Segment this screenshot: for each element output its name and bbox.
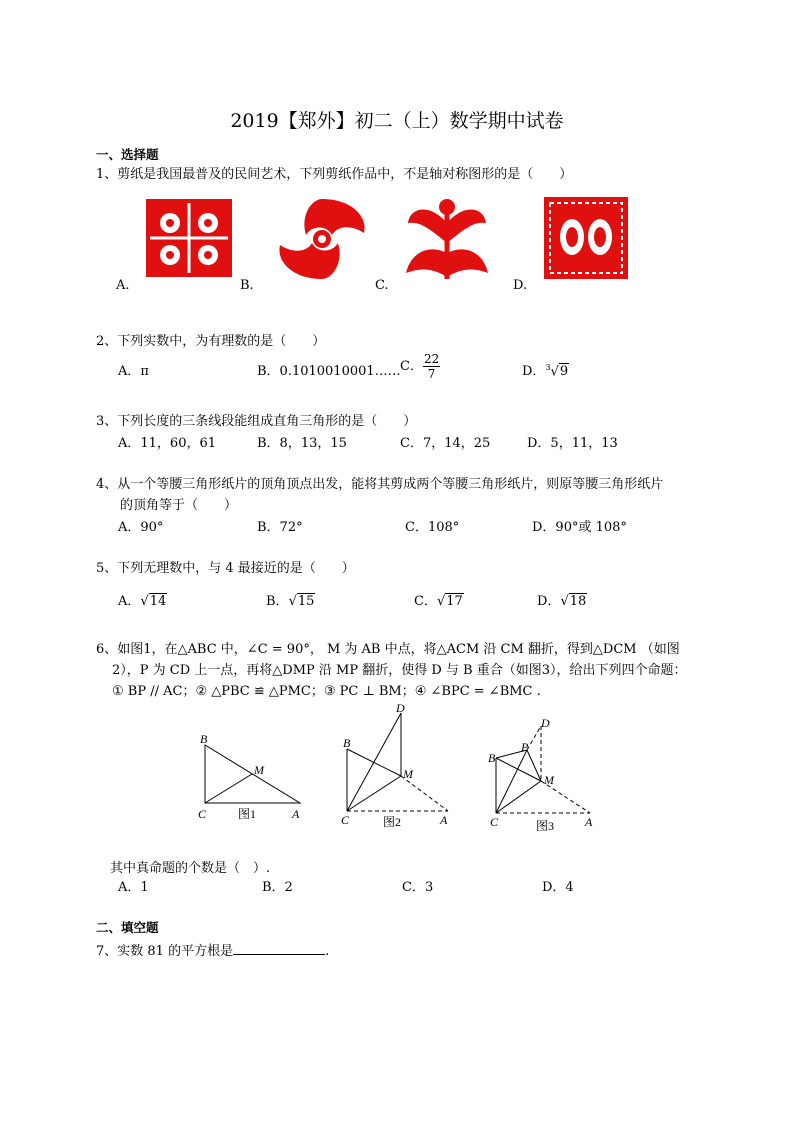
q5-a-sqrt: √14 (140, 594, 167, 609)
fig2-segment-cm (347, 776, 401, 811)
page-title: 2019【郑外】初二（上）数学期中试卷 (230, 110, 564, 132)
fig3-segment-pd-dashed (527, 726, 541, 750)
q2-c-numerator: 22 (423, 352, 440, 366)
fig1-segment-cm (205, 774, 252, 803)
fig3-segment-cp (496, 750, 527, 813)
q5-c-radicand: 17 (446, 594, 463, 609)
q7-stem (96, 940, 329, 959)
q5-a-label: A． (118, 594, 141, 609)
fig2-label-d: D (396, 701, 405, 715)
q5-stem: 5、下列无理数中，与 4 最接近的是（ ） (96, 561, 355, 576)
fig2-label-m: M (403, 767, 413, 781)
q3-option-b[interactable]: B．8，13，15 (257, 436, 347, 451)
q5-d-sqrt: √18 (560, 594, 587, 609)
q4-stem-line2: 的顶角等于（ ） (120, 498, 238, 513)
q6-question: 其中真命题的个数是（ ）. (110, 861, 271, 876)
fig3-segment-pm (527, 750, 541, 781)
q1-option-c[interactable]: C. (375, 278, 389, 293)
fig2-segment-cd (347, 713, 401, 811)
q2-stem: 2、下列实数中，为有理数的是（ ） (96, 334, 326, 349)
q4-option-c[interactable]: C．108° (405, 520, 460, 535)
q5-a-radicand: 14 (149, 594, 167, 609)
q6-option-c[interactable]: C．3 (402, 880, 434, 895)
q4-stem-line1: 4、从一个等腰三角形纸片的顶角顶点出发，能将其剪成两个等腰三角形纸片，则原等腰三角形纸片 (96, 477, 664, 492)
q6-option-a[interactable]: A．1 (118, 880, 149, 895)
section-fill-heading: 二、填空题 (96, 920, 159, 935)
q7-answer-blank[interactable] (233, 942, 325, 955)
q5-b-label: B． (266, 594, 289, 609)
q7-text: 7、实数 81 的平方根是 (96, 944, 234, 959)
fig2-segment-ma-dashed (401, 776, 448, 811)
q3-option-d[interactable]: D．5，11，13 (527, 436, 618, 451)
fig1-label-m: M (254, 763, 264, 777)
q2-root-index: 3 (545, 362, 551, 372)
fig3-label-c: C (490, 815, 499, 829)
fig3-label-b: B (488, 751, 496, 765)
q6-stem-line1: 6、如图1，在△ABC 中，∠C = 90°， M 为 AB 中点，将△ACM 沿 CM 翻折，得到△DCM （如图 (96, 642, 680, 657)
q2-radicand: 9 (559, 364, 569, 379)
q2-option-d-label: D． (522, 364, 546, 379)
q6-option-d[interactable]: D．4 (542, 880, 574, 895)
q2-c-denominator: 7 (427, 367, 436, 381)
q2-option-b[interactable]: B．0.1010010001…… (257, 364, 401, 379)
q3-option-a[interactable]: A．11，60，61 (118, 436, 217, 451)
q6-stem-line2: 2），P 为 CD 上一点，再将△DMP 沿 MP 翻折，使得 D 与 B 重合（如图3），给出下列四个命题： (112, 663, 687, 678)
fig2-label-a: A (440, 813, 448, 827)
fig3-label-m: M (544, 773, 554, 787)
q5-d-radicand: 18 (569, 594, 587, 609)
q2-option-a[interactable]: A．π (118, 364, 149, 379)
q3-option-c[interactable]: C．7，14，25 (400, 436, 491, 451)
q5-c-label: C． (414, 594, 437, 609)
fig3-label-a: A (585, 815, 593, 829)
section-choice-heading: 一、选择题 (96, 147, 159, 162)
q5-d-label: D． (537, 594, 561, 609)
fig1-label-a: A (292, 807, 300, 821)
q6-option-b[interactable]: B．2 (262, 880, 293, 895)
q5-b-radicand: 15 (297, 594, 315, 609)
fig3-segment-cm (496, 781, 541, 813)
q1-option-d[interactable]: D. (513, 278, 528, 293)
q7-period: . (325, 944, 330, 959)
q4-option-a[interactable]: A．90° (118, 520, 164, 535)
fig3-segment-bm (496, 758, 541, 781)
q4-option-b[interactable]: B．72° (257, 520, 303, 535)
q2-cube-root: $^3$√9 (545, 362, 569, 379)
fig3-label-p: P (521, 740, 529, 754)
fig1-label-c: C (198, 807, 207, 821)
fig3-label-d: D (541, 716, 550, 730)
q1-option-a[interactable]: A. (116, 278, 130, 293)
fig2-caption: 图2 (383, 815, 402, 829)
q6-stem-line3: ① BP // AC；② △PBC ≌ △PMC；③ PC ⊥ BM；④ ∠BPC = ∠BMC . (112, 684, 541, 699)
fig2-label-c: C (341, 813, 350, 827)
fig3-caption: 图3 (536, 819, 555, 833)
q2-option-c-label: C． (400, 359, 423, 374)
q5-c-sqrt: √17 (436, 594, 463, 609)
fig1-caption: 图1 (238, 807, 257, 821)
q3-stem: 3、下列长度的三条线段能组成直角三角形的是（ ） (96, 414, 417, 429)
q1-stem: 1、剪纸是我国最普及的民间艺术，下列剪纸作品中，不是轴对称图形的是（ ） (96, 167, 573, 182)
q4-option-d[interactable]: D．90°或 108° (532, 520, 627, 535)
q5-b-sqrt: √15 (288, 594, 315, 609)
q1-option-b[interactable]: B. (240, 278, 254, 293)
fig2-label-b: B (343, 736, 351, 750)
fig1-label-b: B (200, 732, 208, 746)
